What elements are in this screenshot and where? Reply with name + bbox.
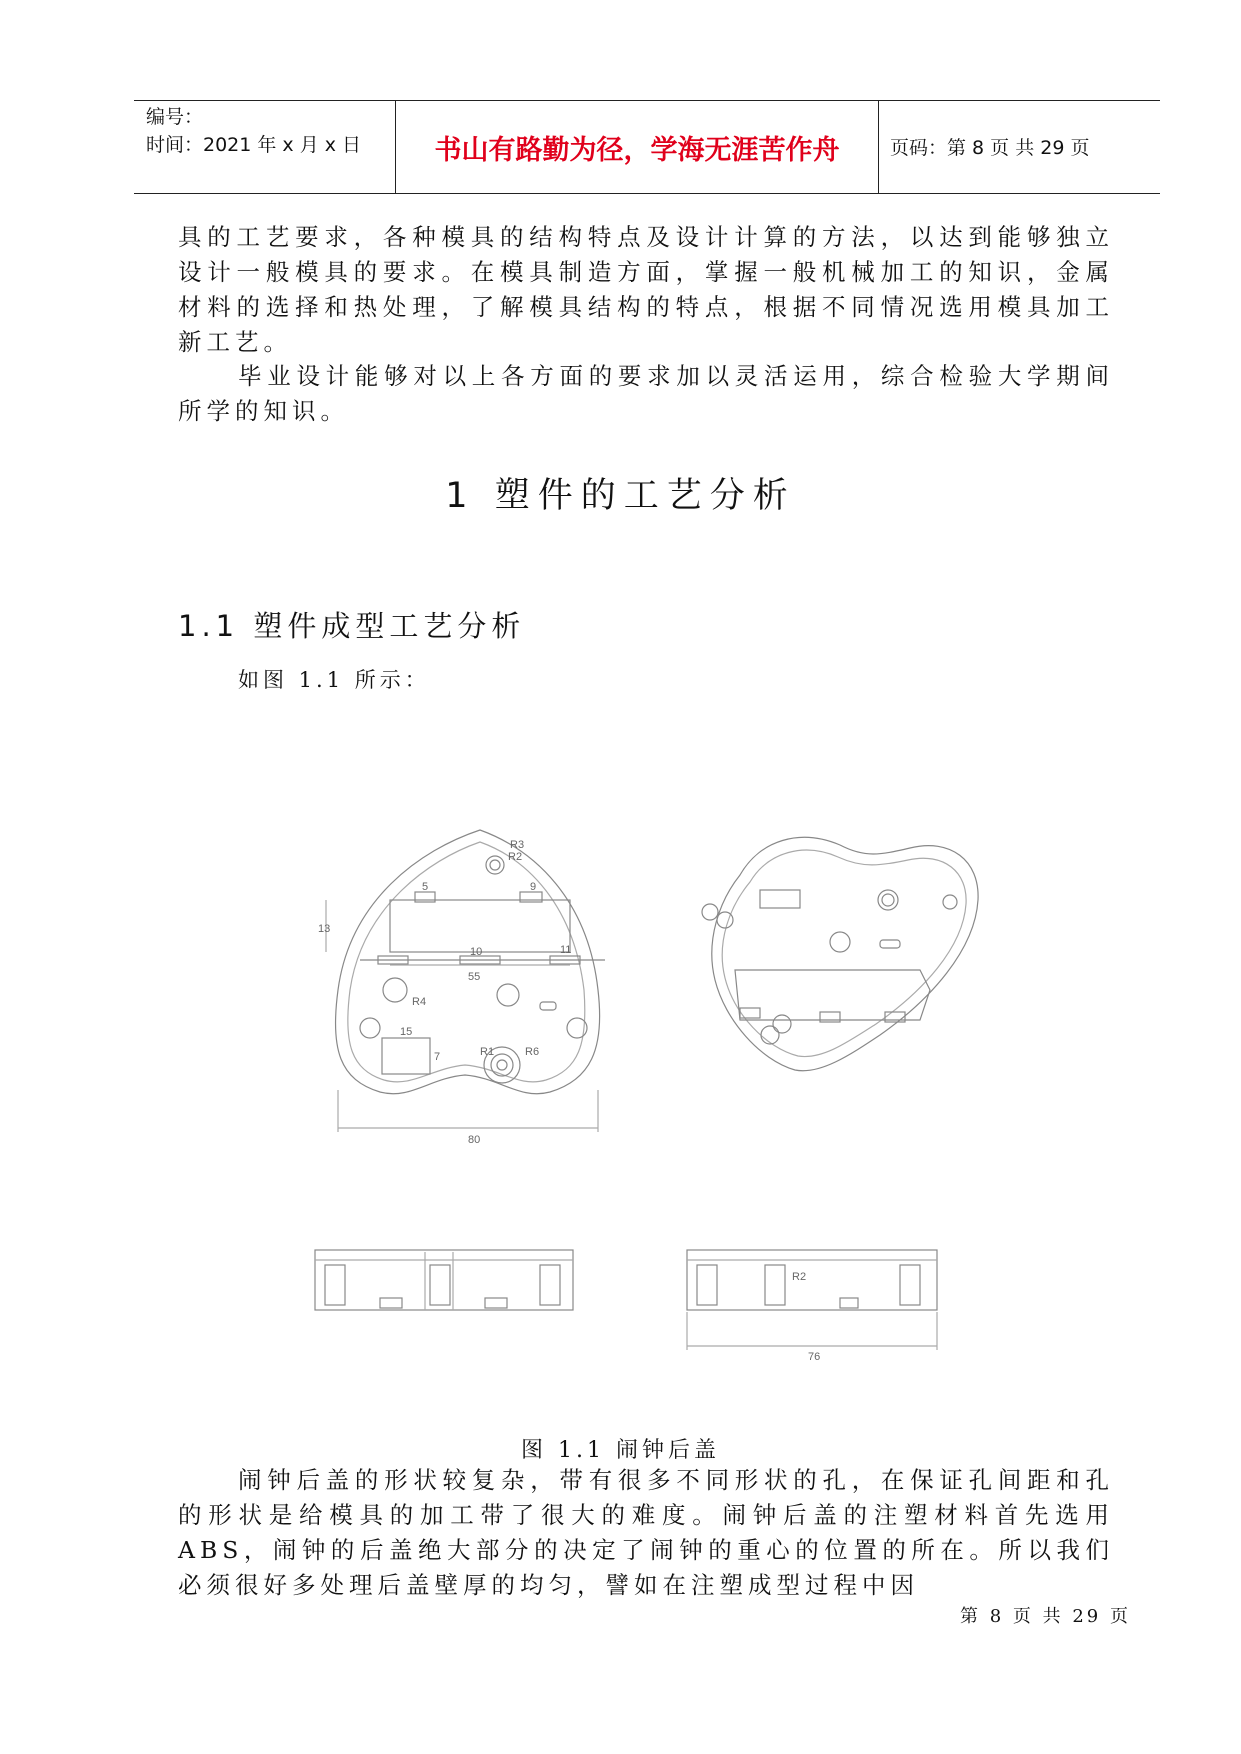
dim-15-label: 15 — [400, 1026, 413, 1038]
document-time-label: 时间：2021 年 x 月 x 日 — [146, 134, 362, 156]
header-bottom-rule — [134, 193, 1160, 194]
dim-76-label: 76 — [808, 1351, 821, 1363]
header-page-info: 页码：第 8 页 共 29 页 — [890, 137, 1090, 159]
paragraph-3: 闹钟后盖的形状较复杂，带有很多不同形状的孔，在保证孔间距和孔的形状是给模具的加工带了很大的难度。闹钟后盖的注塑材料首先选用 ABS，闹钟的后盖绝大部分的决定了闹钟的重心的位置的所在。所以我们必须很好多处理后盖壁厚的均匀，譬如在注塑成型过程中因 — [178, 1466, 1114, 1599]
figure-caption: 图 1.1 闹钟后盖 — [521, 1438, 720, 1463]
r3-label: R3 — [510, 839, 525, 851]
header-motto: 书山有路勤为径，学海无涯苦作舟 — [434, 135, 840, 166]
hole-r4 — [383, 978, 407, 1002]
technical-drawing — [320, 820, 1040, 1390]
dim-55-label: 55 — [468, 971, 481, 983]
dim-13-label: 13 — [318, 923, 331, 935]
r1-label: R1 — [480, 1046, 495, 1058]
header-meta — [146, 103, 361, 159]
r2-side-label: R2 — [792, 1271, 807, 1283]
dim-11-label: 11 — [560, 944, 572, 956]
technical-drawing-figure — [320, 820, 1040, 1390]
r2-label: R2 — [508, 851, 523, 863]
dim-9-label: 9 — [530, 881, 537, 893]
side-view-1 — [315, 1250, 573, 1310]
paragraph-1: 具的工艺要求，各种模具的结构特点及设计计算的方法，以达到能够独立设计一般模具的要求。在模具制造方面，掌握一般机械加工的知识，金属材料的选择和热处理，了解模具结构的特点，根据不同情况选用模具加工新工艺。 — [178, 223, 1114, 356]
document-number-label: 编号： — [146, 106, 204, 128]
r6-label: R6 — [525, 1046, 540, 1058]
hole-r3 — [486, 856, 504, 874]
header-divider-right — [878, 100, 879, 193]
header-top-rule — [134, 100, 1160, 101]
section-title: 1.1 塑件成型工艺分析 — [178, 609, 526, 643]
r4-label: R4 — [412, 996, 427, 1008]
dim-7-label: 7 — [434, 1051, 441, 1063]
front-view-top-block — [390, 900, 570, 952]
rect-cutout — [382, 1038, 430, 1074]
paragraph-2: 毕业设计能够对以上各方面的要求加以灵活运用，综合检验大学期间所学的知识。 — [178, 362, 1114, 425]
footer-page-number: 第 8 页 共 29 页 — [960, 1606, 1131, 1627]
iso-view-outline — [712, 837, 978, 1070]
figure-intro: 如图 1.1 所示： — [238, 668, 430, 692]
dim-80-label: 80 — [468, 1134, 481, 1146]
front-view-outline — [335, 830, 599, 1094]
dim-5-label: 5 — [422, 881, 429, 893]
dim-10-label: 10 — [470, 946, 483, 958]
chapter-title: 1 塑件的工艺分析 — [445, 476, 796, 516]
iso-slot — [760, 890, 800, 908]
